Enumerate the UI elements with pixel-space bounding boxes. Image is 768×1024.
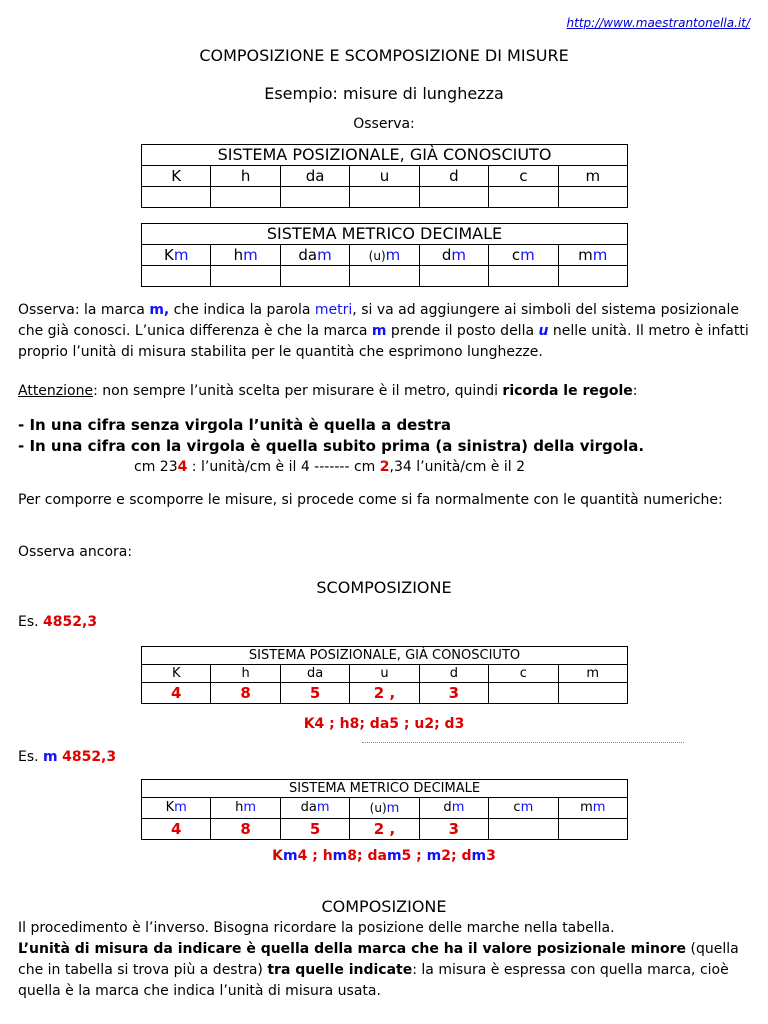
column-header	[558, 245, 627, 266]
value-cell: 4	[142, 819, 211, 840]
prefix: da	[298, 246, 318, 264]
prefix: (u)	[368, 248, 386, 263]
result-part: K	[272, 848, 284, 864]
example-2: Es. m 4852,3	[18, 749, 117, 765]
divider	[362, 742, 684, 743]
column-header: u	[350, 665, 419, 683]
paragraph-marca: Osserva: la marca m, che indica la parola metri, si va ad aggiungere ai simboli del sistema posizionale che già conosci. L’unica differenza è che la marca m prende il posto della u nelle unità. Il metro è infatti proprio l’unità di misura stabilita per le quantità che esprimono lunghezze.	[18, 302, 749, 360]
column-header: h	[211, 665, 280, 683]
table-scomposizione-posizionale	[141, 646, 628, 704]
column-header	[419, 245, 488, 266]
empty-cell	[280, 266, 349, 287]
empty-cell	[489, 266, 558, 287]
value-cell: 2 ,	[350, 683, 419, 704]
prefix: h	[233, 246, 244, 264]
prefix: d	[441, 246, 452, 264]
table-title: SISTEMA METRICO DECIMALE	[142, 780, 628, 798]
osserva-label: Osserva:	[353, 116, 415, 132]
paragraph-unita: L’unità di misura da indicare è quella della marca che ha il valore posizionale minore (quella che in tabella si trova più a destra) tra quelle indicate: la misura è espressa con quella marca, cioè quella è la marca che indica l’unità di misura usata.	[18, 941, 739, 999]
result-2	[0, 848, 768, 864]
page-title: COMPOSIZIONE E SCOMPOSIZIONE DI MISURE	[199, 46, 569, 65]
website-link[interactable]: http://www.maestrantonella.it/	[566, 16, 750, 30]
empty-cell	[558, 266, 627, 287]
column-header: d	[419, 166, 488, 187]
column-header: da	[280, 166, 349, 187]
prefix: da	[300, 800, 317, 815]
unit-m: m	[592, 246, 608, 264]
column-header: da	[280, 665, 349, 683]
unit-m: m	[173, 246, 189, 264]
column-header	[489, 798, 558, 819]
rule-2: - In una cifra con la virgola è quella subito prima (a sinistra) della virgola.	[18, 437, 645, 455]
value-cell: 8	[211, 683, 280, 704]
table-title: SISTEMA POSIZIONALE, GIÀ CONOSCIUTO	[142, 647, 628, 665]
column-header: m	[558, 166, 627, 187]
column-header	[142, 798, 211, 819]
column-header	[350, 245, 419, 266]
osserva-ancora: Osserva ancora:	[18, 544, 133, 560]
value-cell: 8	[211, 819, 280, 840]
result-part: 4 ; h	[297, 848, 333, 864]
section-title-composizione: COMPOSIZIONE	[321, 897, 447, 916]
empty-cell	[489, 187, 558, 208]
column-header	[211, 245, 280, 266]
value-cell: 5	[280, 819, 349, 840]
unit-m: m	[174, 800, 187, 815]
unit-m: m	[243, 800, 257, 815]
column-header	[489, 245, 558, 266]
prefix: h	[235, 800, 244, 815]
value-cell	[489, 683, 558, 704]
paragraph-inverso: Il procedimento è l’inverso. Bisogna ricordare la posizione delle marche nella tabella.	[18, 920, 615, 936]
column-header	[211, 798, 280, 819]
example-1: Es. 4852,3	[18, 614, 98, 630]
column-header: h	[211, 166, 280, 187]
value-cell: 5	[280, 683, 349, 704]
value-cell	[558, 683, 627, 704]
column-header	[142, 245, 211, 266]
unit-m: m	[451, 800, 465, 815]
section-title-scomposizione: SCOMPOSIZIONE	[316, 578, 452, 597]
example-line: cm 234 : l’unità/cm è il 4 ------- cm 2,34 l’unità/cm è il 2	[134, 459, 525, 475]
empty-cell	[142, 266, 211, 287]
unit-m: m	[520, 246, 535, 264]
result-part: 3	[486, 848, 496, 864]
unit-m: m	[451, 246, 466, 264]
unit-m: m	[243, 246, 258, 264]
result-1: K4 ; h8; da5 ; u2; d3	[303, 716, 465, 732]
result-part: m	[471, 848, 487, 864]
attenzione-line: Attenzione: non sempre l’unità scelta per misurare è il metro, quindi ricorda le regole:	[18, 383, 638, 399]
prefix: c	[513, 800, 521, 815]
unit-m: m	[386, 800, 400, 816]
page-subtitle: Esempio: misure di lunghezza	[264, 84, 504, 103]
value-cell: 3	[419, 683, 488, 704]
result-part: 5 ;	[401, 848, 427, 864]
result-part: m	[386, 848, 402, 864]
column-header: c	[489, 166, 558, 187]
value-cell	[558, 819, 627, 840]
prefix: K	[165, 800, 175, 815]
column-header	[350, 798, 419, 819]
empty-cell	[211, 266, 280, 287]
table-scomposizione-metrico	[141, 779, 628, 840]
column-header: d	[419, 665, 488, 683]
unit-m: m	[520, 800, 534, 815]
value-cell: 4	[142, 683, 211, 704]
paragraph-comporre: Per comporre e scomporre le misure, si procede come si fa normalmente con le quantità numeriche:	[18, 492, 723, 508]
empty-cell	[350, 187, 419, 208]
empty-cell	[211, 187, 280, 208]
table-title: SISTEMA POSIZIONALE, GIÀ CONOSCIUTO	[142, 145, 628, 166]
table-posizionale	[141, 144, 628, 208]
value-cell: 2 ,	[350, 819, 419, 840]
prefix: m	[580, 800, 593, 815]
prefix: m	[578, 246, 593, 264]
rule-1: - In una cifra senza virgola l’unità è quella a destra	[18, 416, 451, 434]
value-cell: 3	[419, 819, 488, 840]
column-header: m	[558, 665, 627, 683]
column-header	[280, 245, 349, 266]
column-header	[558, 798, 627, 819]
result-part: 8; da	[347, 848, 387, 864]
column-header: K	[142, 665, 211, 683]
empty-cell	[142, 187, 211, 208]
column-header: c	[489, 665, 558, 683]
table-title: SISTEMA METRICO DECIMALE	[142, 224, 628, 245]
prefix: (u)	[369, 800, 387, 815]
column-header: K	[142, 166, 211, 187]
empty-cell	[419, 266, 488, 287]
unit-m: m	[317, 246, 332, 264]
empty-cell	[558, 187, 627, 208]
result-part: m	[332, 848, 348, 864]
unit-m: m	[592, 800, 606, 815]
result-part: m	[426, 848, 442, 864]
prefix: K	[163, 246, 174, 264]
prefix: c	[511, 246, 521, 264]
column-header: u	[350, 166, 419, 187]
unit-m: m	[316, 800, 330, 815]
column-header	[280, 798, 349, 819]
column-header	[419, 798, 488, 819]
empty-cell	[419, 187, 488, 208]
result-part: m	[283, 848, 298, 864]
value-cell	[489, 819, 558, 840]
empty-cell	[350, 266, 419, 287]
result-part: 2; d	[441, 848, 472, 864]
table-metrico	[141, 223, 628, 287]
empty-cell	[280, 187, 349, 208]
prefix: d	[443, 800, 452, 815]
unit-m: m	[385, 245, 401, 264]
